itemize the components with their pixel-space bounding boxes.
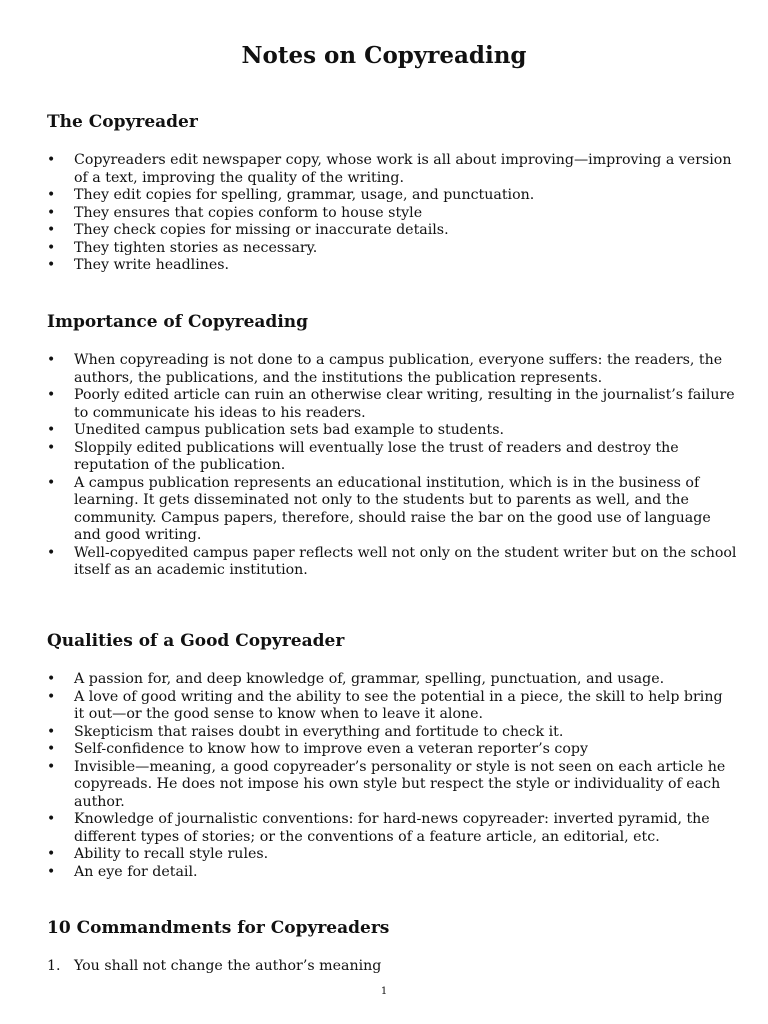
list-item: • Well-copyedited campus paper reflects well not only on the student writer but on the school itself as an academic institution. <box>47 544 737 578</box>
section-qualities <box>47 631 737 881</box>
list-item: • An eye for detail. <box>47 863 198 880</box>
bullet-icon: • <box>47 257 56 273</box>
bullet-icon: • <box>47 222 56 238</box>
list-item: • Ability to recall style rules. <box>47 846 269 862</box>
bullet-icon: • <box>47 544 56 561</box>
commandments-list <box>47 958 737 976</box>
bullet-icon: • <box>47 474 56 491</box>
bullet-icon: • <box>47 811 56 827</box>
bullet-icon: • <box>47 352 56 368</box>
section-heading-copyreader: The Copyreader <box>47 112 198 132</box>
bullet-icon: • <box>47 187 56 203</box>
list-item: • Self-confidence to know how to improve even a veteran reporter’s copy <box>47 741 588 757</box>
list-item: • They write headlines. <box>47 257 230 273</box>
section-heading-importance: Importance of Copyreading <box>47 312 309 332</box>
list-item: 1. You shall not change the author’s meaning <box>47 958 382 974</box>
bullet-icon: • <box>47 846 56 862</box>
list-item: • A campus publication represents an educational institution, which is in the business of learning. It gets disseminated not only to the students but to parents as well, and the community. Campus papers, therefore, should raise the bar on the good use of language and good writing. <box>47 474 711 543</box>
list-item: • Copyreaders edit newspaper copy, whose work is all about improving—improving a version of a text, improving the quality of the writing. <box>47 152 732 186</box>
bullet-icon: • <box>47 723 56 740</box>
page-number: 1 <box>380 986 388 997</box>
list-item: • Sloppily edited publications will eventually lose the trust of readers and destroy the reputation of the publication. <box>47 439 679 473</box>
section-heading-commandments: 10 Commandments for Copyreaders <box>47 918 390 938</box>
bullet-icon: • <box>47 422 56 438</box>
list-item: • They edit copies for spelling, grammar, usage, and punctuation. <box>47 187 535 203</box>
list-item: • When copyreading is not done to a campus publication, everyone suffers: the readers, the authors, the publications, and the institutions the publication represents. <box>47 352 723 386</box>
list-item: • Poorly edited article can ruin an otherwise clear writing, resulting in the journalist’s failure to communicate his ideas to his readers. <box>47 387 735 421</box>
bullet-icon: • <box>47 239 56 256</box>
list-item: • They check copies for missing or inaccurate details. <box>47 222 449 238</box>
bullet-icon: • <box>47 671 56 687</box>
copyreader-list <box>47 152 737 275</box>
list-item: • A passion for, and deep knowledge of, grammar, spelling, punctuation, and usage. <box>47 671 665 687</box>
list-item: • They tighten stories as necessary. <box>47 239 318 256</box>
section-heading-qualities: Qualities of a Good Copyreader <box>47 631 345 651</box>
list-item: • Invisible—meaning, a good copyreader’s personality or style is not seen on each article he copyreads. He does not impose his own style but respect the style or individuality of each author. <box>47 758 726 810</box>
importance-list <box>47 352 737 580</box>
bullet-icon: • <box>47 688 56 705</box>
bullet-icon: • <box>47 387 56 403</box>
bullet-icon: • <box>47 152 56 168</box>
list-number: 1. <box>47 958 61 974</box>
bullet-icon: • <box>47 758 56 775</box>
list-item: • A love of good writing and the ability to see the potential in a piece, the skill to help bring it out—or the good sense to know when to leave it alone. <box>47 688 723 722</box>
list-item: • Skepticism that raises doubt in everything and fortitude to check it. <box>47 723 564 740</box>
list-item: • Knowledge of journalistic conventions: for hard-news copyreader: inverted pyramid, the different types of stories; or the conventions of a feature article, an editorial, etc. <box>47 811 710 845</box>
list-item: • Unedited campus publication sets bad example to students. <box>47 422 504 438</box>
bullet-icon: • <box>47 863 56 880</box>
section-commandments <box>47 918 737 976</box>
bullet-icon: • <box>47 439 56 456</box>
bullet-icon: • <box>47 204 56 221</box>
bullet-icon: • <box>47 741 56 757</box>
document-title: Notes on Copyreading <box>241 42 527 69</box>
section-importance <box>47 312 737 580</box>
section-copyreader <box>47 112 737 275</box>
qualities-list <box>47 671 737 881</box>
list-item: • They ensures that copies conform to house style <box>47 204 423 221</box>
